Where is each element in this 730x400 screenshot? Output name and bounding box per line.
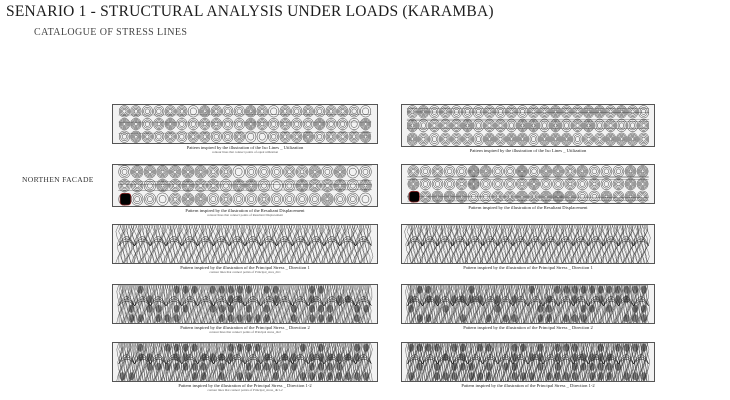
panel-note: contour lines that connect points of Principal_stres_dir1 (209, 270, 281, 274)
panel-caption: Pattern inspired by the illustration of the Resultant Displacement (185, 208, 305, 213)
left-panel-stress1 (112, 224, 378, 274)
panel-caption: Pattern inspired by the illustration of the Principal Stress _ Direction 1 (180, 265, 310, 270)
panel-caption: Pattern inspired by the illustration of the Principal Stress _ Direction 2 (180, 325, 310, 330)
left-panel-iso (112, 104, 378, 154)
panel-note: contour lines that connect points of Principal_stress_dir1-2 (207, 388, 283, 392)
panel-caption: Pattern inspired by the illustration of the Principal Stress _ Direction 2 (463, 325, 593, 330)
panel-note: contour lines that connect points of Resultant Displacement (206, 213, 284, 217)
pattern-strip (401, 284, 655, 324)
facade-label: NORTHEN FACADE (22, 175, 94, 184)
left-panel-stress2 (112, 284, 378, 334)
panel-caption: Pattern inspired by the illustration of the Principal Stress _ Direction 1-2 (178, 383, 312, 388)
left-panel-stress12 (112, 342, 378, 392)
pattern-strip (401, 342, 655, 382)
panel-caption: Pattern inspired by the illustration of the Iso Lines _ Utilization (186, 145, 304, 150)
right-panel-stress1 (401, 224, 655, 270)
panel-note: contour lines that connect points of Principal stress_dir2 (209, 330, 281, 334)
right-panel-stress12 (401, 342, 655, 388)
pattern-strip (112, 284, 378, 324)
panel-caption: Pattern inspired by the illustration of the Principal Stress _ Direction 1 (463, 265, 593, 270)
pattern-strip (112, 164, 378, 207)
right-panel-iso (401, 104, 655, 153)
pattern-strip (401, 164, 655, 204)
pattern-strip (401, 224, 655, 264)
page-subtitle: CATALOGUE OF STRESS LINES (34, 27, 188, 38)
pattern-strip (112, 224, 378, 264)
left-panel-displacement (112, 164, 378, 217)
panel-caption: Pattern inspired by the illustration of the Resultant Displacement (468, 205, 588, 210)
pattern-strip (112, 104, 378, 144)
panel-caption: Pattern inspired by the illustration of the Iso Lines _ Utilization (469, 148, 587, 153)
pattern-strip (401, 104, 655, 147)
panel-note: contour lines that connect points of equal utilization (211, 150, 279, 154)
right-panel-stress2 (401, 284, 655, 330)
panel-caption: Pattern inspired by the illustration of the Principal Stress _ Direction 1-2 (461, 383, 595, 388)
pattern-strip (112, 342, 378, 382)
page-title: SENARIO 1 - STRUCTURAL ANALYSIS UNDER LOADS (KARAMBA) (6, 3, 494, 20)
right-panel-displacement (401, 164, 655, 210)
